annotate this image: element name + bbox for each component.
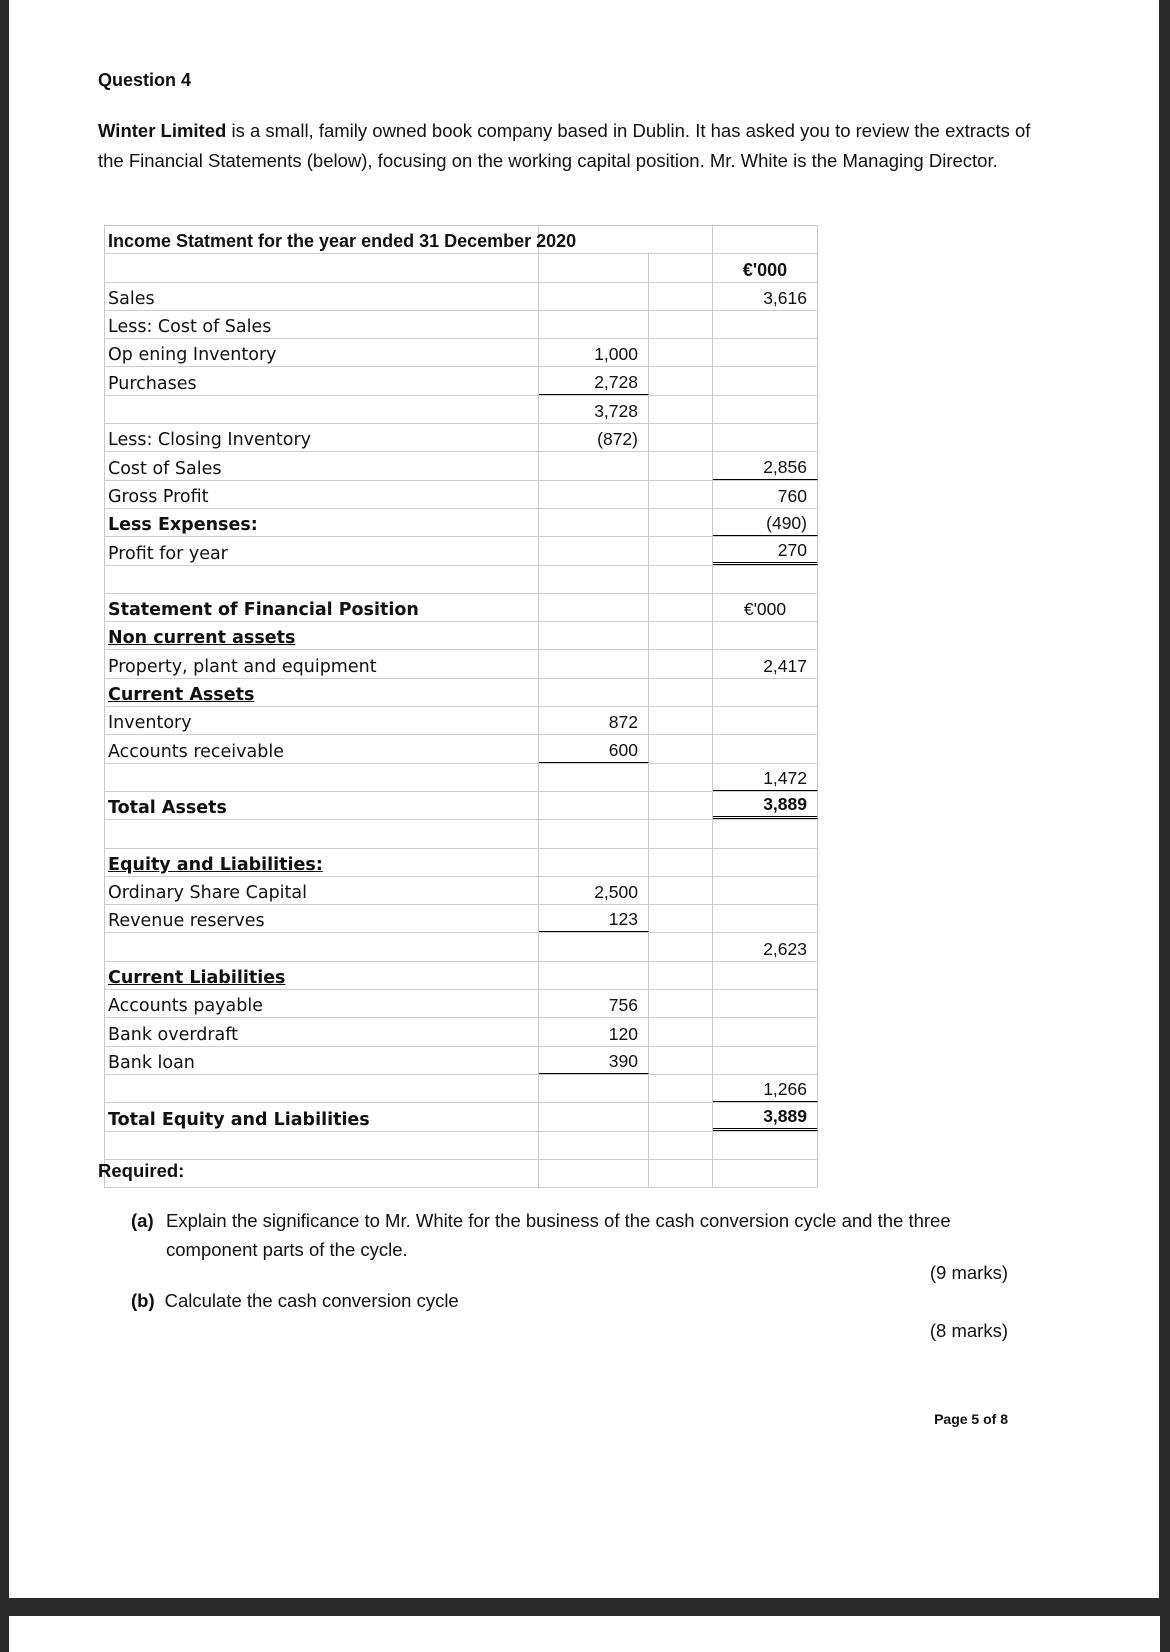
row-label: Accounts payable bbox=[105, 990, 539, 1017]
intro-text: is a small, family owned book company based in Dublin. It has asked you to review the extracts of the Financial Statements (below), focusing on the working capital position. Mr. White is the Managing Director. bbox=[98, 120, 1031, 171]
row-label: Profit for year bbox=[105, 537, 539, 564]
section-heading: Current Assets bbox=[105, 679, 539, 706]
table-row bbox=[105, 820, 818, 848]
financial-statements-table bbox=[104, 225, 818, 1188]
table-row bbox=[105, 481, 818, 509]
row-label: Sales bbox=[105, 283, 539, 310]
company-name: Winter Limited bbox=[98, 120, 227, 141]
table-row bbox=[105, 792, 818, 820]
question-a-text: Explain the significance to Mr. White for the business of the cash conversion cycle and the three component parts of the cycle. bbox=[166, 1210, 951, 1260]
question-title: Question 4 bbox=[98, 70, 192, 90]
row-value: 2,623 bbox=[713, 933, 818, 960]
row-value: 760 bbox=[713, 481, 818, 508]
table-row bbox=[105, 933, 818, 961]
row-label: Less Expenses: bbox=[105, 509, 539, 536]
sofp-title: Statement of Financial Position bbox=[105, 594, 539, 621]
question-b-label: (b) bbox=[131, 1290, 155, 1311]
row-value: 123 bbox=[539, 905, 649, 932]
row-label: Ordinary Share Capital bbox=[105, 877, 539, 904]
table-row bbox=[105, 283, 818, 311]
row-label: Bank overdraft bbox=[105, 1018, 539, 1045]
table-row bbox=[105, 1132, 818, 1160]
row-value: 1,472 bbox=[713, 764, 818, 791]
row-label: Purchases bbox=[105, 367, 539, 394]
table-row bbox=[105, 962, 818, 990]
currency-header: €'000 bbox=[713, 594, 818, 621]
row-value: 2,500 bbox=[539, 877, 649, 904]
row-value: 390 bbox=[539, 1047, 649, 1074]
row-value: 2,728 bbox=[539, 367, 649, 394]
table-row bbox=[105, 877, 818, 905]
table-row bbox=[105, 1018, 818, 1046]
row-value: 3,728 bbox=[539, 396, 649, 423]
row-value: 2,417 bbox=[713, 650, 818, 677]
row-value: 2,856 bbox=[713, 452, 818, 479]
table-row bbox=[105, 311, 818, 339]
table-row bbox=[105, 566, 818, 594]
table-row bbox=[105, 509, 818, 537]
row-value: 3,889 bbox=[713, 1103, 818, 1130]
table-row bbox=[105, 424, 818, 452]
row-label: Revenue reserves bbox=[105, 905, 539, 932]
page-number: Page 5 of 8 bbox=[934, 1411, 1008, 1427]
question-a-marks: (9 marks) bbox=[929, 1262, 1008, 1283]
table-row bbox=[105, 537, 818, 565]
row-label: Property, plant and equipment bbox=[105, 650, 539, 677]
row-value: 1,266 bbox=[713, 1075, 818, 1102]
table-row bbox=[105, 254, 818, 282]
table-row bbox=[105, 1160, 818, 1188]
table-row bbox=[105, 735, 818, 763]
row-label: Gross Profit bbox=[105, 481, 539, 508]
next-page-strip bbox=[9, 1616, 1160, 1652]
table-row bbox=[105, 452, 818, 480]
table-row bbox=[105, 1047, 818, 1075]
income-statement-title: Income Statment for the year ended 31 December 2020 bbox=[105, 226, 539, 253]
section-heading: Equity and Liabilities: bbox=[105, 849, 539, 876]
section-heading: Non current assets bbox=[105, 622, 539, 649]
table-row bbox=[105, 367, 818, 395]
question-a bbox=[131, 1206, 991, 1264]
row-label: Total Assets bbox=[105, 792, 539, 819]
table-row bbox=[105, 396, 818, 424]
table-row bbox=[105, 764, 818, 792]
row-label: Inventory bbox=[105, 707, 539, 734]
table-row bbox=[105, 849, 818, 877]
row-value: 756 bbox=[539, 990, 649, 1017]
question-a-label: (a) bbox=[131, 1210, 154, 1231]
section-heading: Current Liabilities bbox=[105, 962, 539, 989]
table-row bbox=[105, 339, 818, 367]
currency-header: €'000 bbox=[713, 254, 818, 281]
question-b-marks: (8 marks) bbox=[929, 1320, 1008, 1341]
row-value: 872 bbox=[539, 707, 649, 734]
table-row bbox=[105, 679, 818, 707]
table-row bbox=[105, 990, 818, 1018]
row-value: 270 bbox=[713, 537, 818, 564]
row-label: Cost of Sales bbox=[105, 452, 539, 479]
row-value: 1,000 bbox=[539, 339, 649, 366]
required-heading: Required: bbox=[98, 1160, 185, 1181]
row-value: 120 bbox=[539, 1018, 649, 1045]
row-label: Accounts receivable bbox=[105, 735, 539, 762]
row-label: Less: Closing Inventory bbox=[105, 424, 539, 451]
table-row bbox=[105, 650, 818, 678]
row-value: 3,616 bbox=[713, 283, 818, 310]
intro-paragraph bbox=[98, 116, 1058, 176]
question-b bbox=[131, 1290, 459, 1312]
table-row bbox=[105, 594, 818, 622]
row-label: Total Equity and Liabilities bbox=[105, 1103, 539, 1130]
table-row bbox=[105, 622, 818, 650]
table-row bbox=[105, 707, 818, 735]
row-value: (490) bbox=[713, 509, 818, 536]
row-label: Op ening Inventory bbox=[105, 339, 539, 366]
table-row bbox=[105, 1103, 818, 1131]
row-value: 3,889 bbox=[713, 792, 818, 819]
table-row bbox=[105, 1075, 818, 1103]
row-value: (872) bbox=[539, 424, 649, 451]
row-value: 600 bbox=[539, 735, 649, 762]
table-row bbox=[105, 226, 818, 254]
row-label: Less: Cost of Sales bbox=[105, 311, 539, 338]
table-row bbox=[105, 905, 818, 933]
question-b-text: Calculate the cash conversion cycle bbox=[164, 1290, 459, 1311]
row-label: Bank loan bbox=[105, 1047, 539, 1074]
